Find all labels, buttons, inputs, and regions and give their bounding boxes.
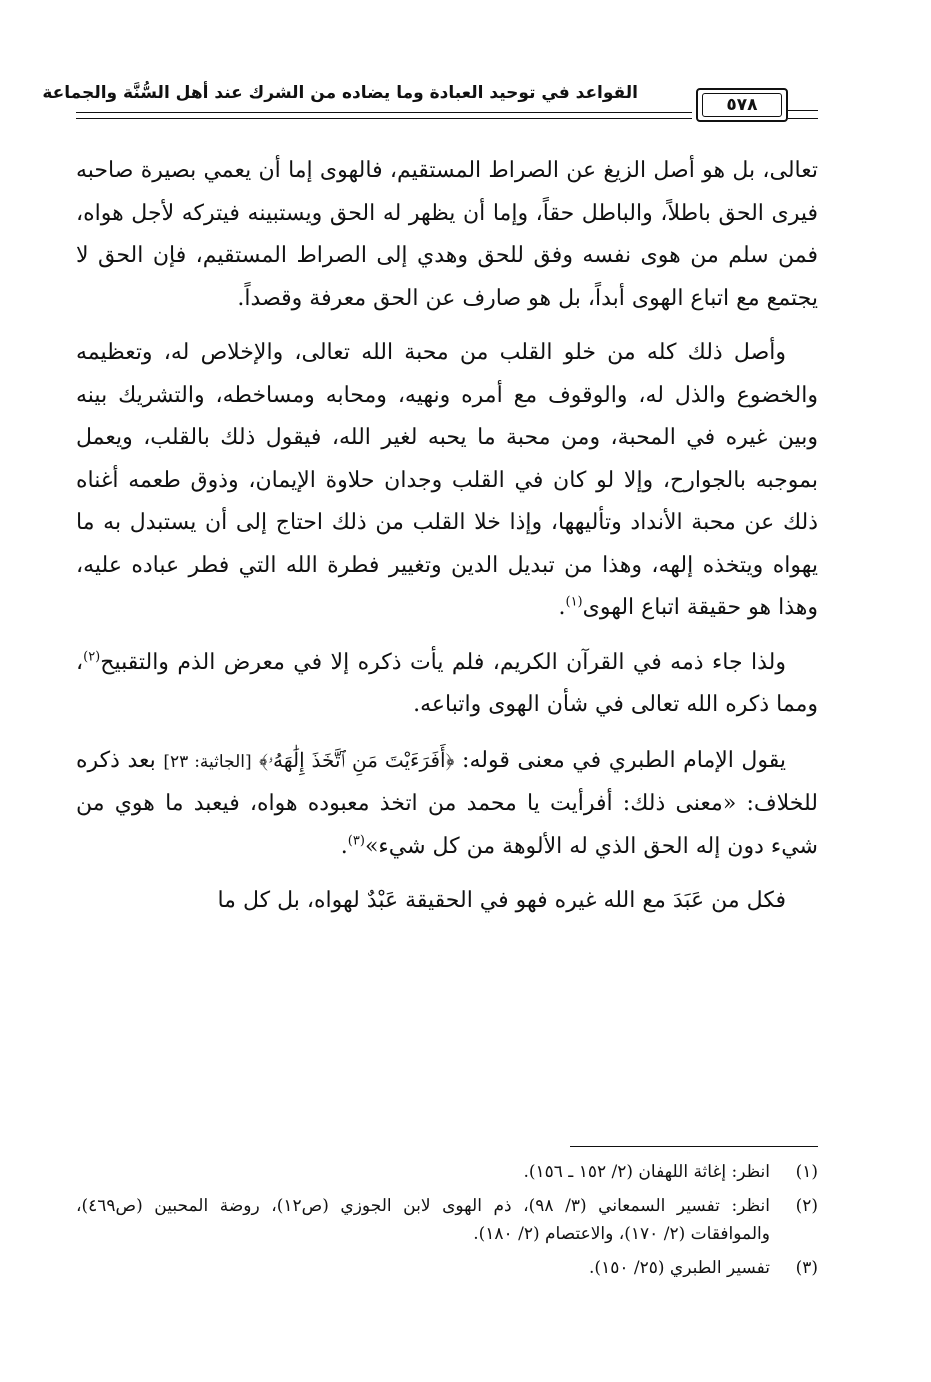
- footnote-text: انظر: تفسير السمعاني (٣/ ٩٨)، ذم الهوى لابن الجوزي (ص١٢)، روضة المحبين (ص٤٦٩)، والموافقات (٢/ ١٧٠)، والاعتصام (٢/ ١٨٠).: [76, 1196, 770, 1244]
- footnotes: [76, 1158, 818, 1288]
- header-double-rule: [76, 112, 692, 119]
- page-header: [42, 78, 818, 124]
- paragraph-1: تعالى، بل هو أصل الزيغ عن الصراط المستقيم، فالهوى إما أن يعمي بصيرة صاحبه فيرى الحق باطلاً، والباطل حقاً، وإما أن يظهر له الحق ويستبينه فيتركه لأجل هواه، فمن سلم من هوى نفسه وفق للحق وهدي إلى الصراط المستقيم، فإن الحق لا يجتمع مع اتباع الهوى أبداً، بل هو صارف عن الحق معرفة وقصداً.: [76, 158, 818, 311]
- header-ornament-lines: [788, 110, 818, 119]
- footnote-ref-2[interactable]: (٢): [83, 649, 101, 665]
- footnote-3: [76, 1254, 818, 1282]
- paragraph-4-text-a: يقول الإمام الطبري في معنى قوله:: [462, 747, 787, 773]
- paragraph-3: [76, 642, 818, 727]
- quran-verse: ﴿أَفَرَءَيْتَ مَنِ ٱتَّخَذَ إِلَٰهَهُۥ﴾: [259, 747, 455, 772]
- main-text: [76, 150, 818, 935]
- footnote-text: تفسير الطبري (٢٥/ ١٥٠).: [589, 1258, 770, 1278]
- footnote-number: (٢): [795, 1196, 818, 1216]
- footnote-text: انظر: إغاثة اللهفان (٢/ ١٥٢ ـ ١٥٦).: [523, 1162, 770, 1182]
- paragraph-2-text: وأصل ذلك كله من خلو القلب من محبة الله تعالى، والإخلاص له، وتعظيمه والخضوع والذل له، والوقوف مع أمره ونهيه، ومحابه ومساخطه، والتشريك بينه وبين غيره في المحبة، ومن محبة ما يحبه لغير الله، فيقول ذلك بالقلب، ويعمل بموجبه بالجوارح، وإلا لو كان في القلب وجدان حلاوة الإيمان، وذوق طعمه أغناه ذلك عن محبة الأنداد وتأليهها، وإذا خلا القلب من ذلك احتاج إلى أن يستبدل به ما يهواه ويتخذه إلهه، وهذا من تبديل الدين وتغيير فطرة الله التي فطر عباده عليه، وهذا هو حقيقة اتباع الهوى: [76, 340, 818, 620]
- footnote-separator: [570, 1146, 818, 1147]
- page-number: ٥٧٨: [702, 93, 782, 117]
- footnote-ref-1[interactable]: (١): [565, 594, 583, 610]
- paragraph-4-end: .: [340, 833, 348, 859]
- footnote-number: (١): [795, 1162, 818, 1182]
- paragraph-4: [76, 739, 818, 869]
- paragraph-4-text-b: بعد ذكره للخلاف: «معنى ذلك: أفرأيت يا محمد من اتخذ معبوده هواه، فيعبد ما هوي من شيء دون إله الحق الذي له الألوهة من كل شيء»: [76, 747, 818, 859]
- paragraph-3-text-b: ، ومما ذكره الله تعالى في شأن الهوى واتباعه.: [76, 649, 818, 717]
- paragraph-2-end: .: [558, 595, 566, 620]
- page-number-frame: [696, 88, 788, 122]
- paragraph-3-text-a: ولذا جاء ذمه في القرآن الكريم، فلم يأت ذكره إلا في معرض الذم والتقبيح: [100, 649, 786, 675]
- footnote-1: [76, 1158, 818, 1186]
- footnote-ref-3[interactable]: (٣): [347, 833, 365, 849]
- verse-reference: [الجاثية: ٢٣]: [163, 751, 252, 772]
- footnote-number: (٣): [795, 1258, 818, 1278]
- running-title: القواعد في توحيد العبادة وما يضاده من الشرك عند أهل السُّنَّة والجماعة: [42, 83, 638, 103]
- footnote-2: [76, 1192, 818, 1248]
- paragraph-5: فكل من عَبَدَ مع الله غيره فهو في الحقيقة عَبْدٌ لهواه، بل كل ما: [217, 888, 786, 913]
- paragraph-2: [76, 332, 818, 630]
